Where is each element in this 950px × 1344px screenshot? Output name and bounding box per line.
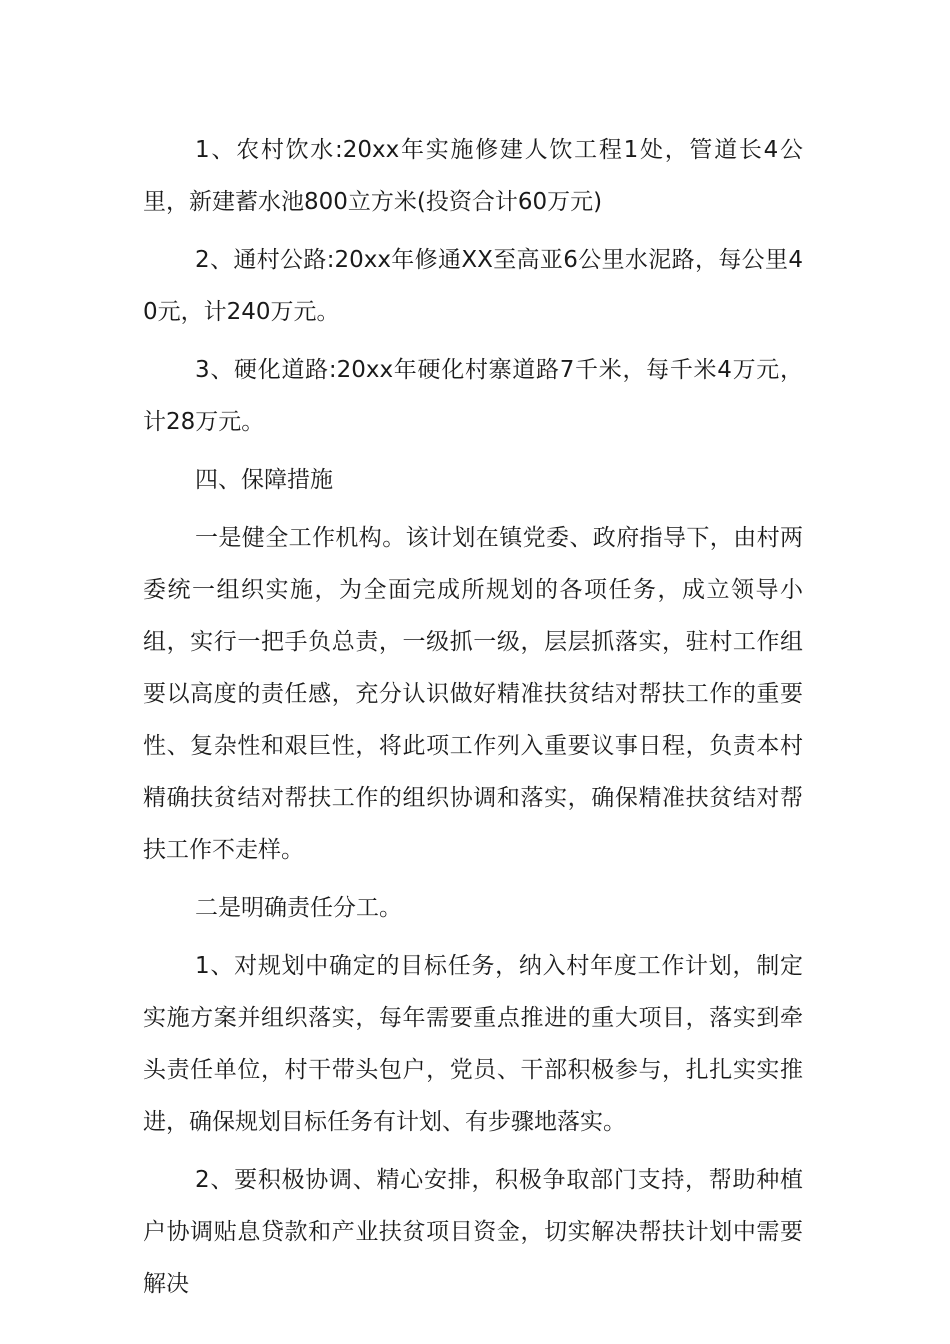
paragraph-task-planning: 1、对规划中确定的目标任务，纳入村年度工作计划，制定实施方案并组织落实，每年需要重点推进的重大项目，落实到牵头责任单位，村干带头包户，党员、干部积极参与，扎扎实实推进，确保规划目标任务有计划、有步骤地落实。 xyxy=(143,953,803,1135)
paragraph-rural-water: 1、农村饮水:20xx年实施修建人饮工程1处，管道长4公里，新建蓄水池800立方米(投资合计60万元) xyxy=(143,137,803,215)
paragraph-village-road: 2、通村公路:20xx年修通XX至高亚6公里水泥路，每公里40元，计240万元。 xyxy=(143,247,803,325)
paragraph-road-hardening: 3、硬化道路:20xx年硬化村寨道路7千米，每千米4万元，计28万元。 xyxy=(143,357,803,435)
paragraph-work-organization: 一是健全工作机构。该计划在镇党委、政府指导下，由村两委统一组织实施，为全面完成所规划的各项任务，成立领导小组，实行一把手负总责，一级抓一级，层层抓落实，驻村工作组要以高度的责任感，充分认识做好精准扶贫结对帮扶工作的重要性、复杂性和艰巨性，将此项工作列入重要议事日程，负责本村精确扶贫结对帮扶工作的组织协调和落实，确保精准扶贫结对帮扶工作不走样。 xyxy=(143,525,803,863)
paragraph-responsibility-heading: 二是明确责任分工。 xyxy=(195,895,402,921)
section-heading-safeguards: 四、保障措施 xyxy=(195,467,333,493)
paragraph-coordination: 2、要积极协调、精心安排，积极争取部门支持，帮助种植户协调贴息贷款和产业扶贫项目资金，切实解决帮扶计划中需要解决 xyxy=(143,1167,803,1297)
document-body xyxy=(143,124,803,1316)
